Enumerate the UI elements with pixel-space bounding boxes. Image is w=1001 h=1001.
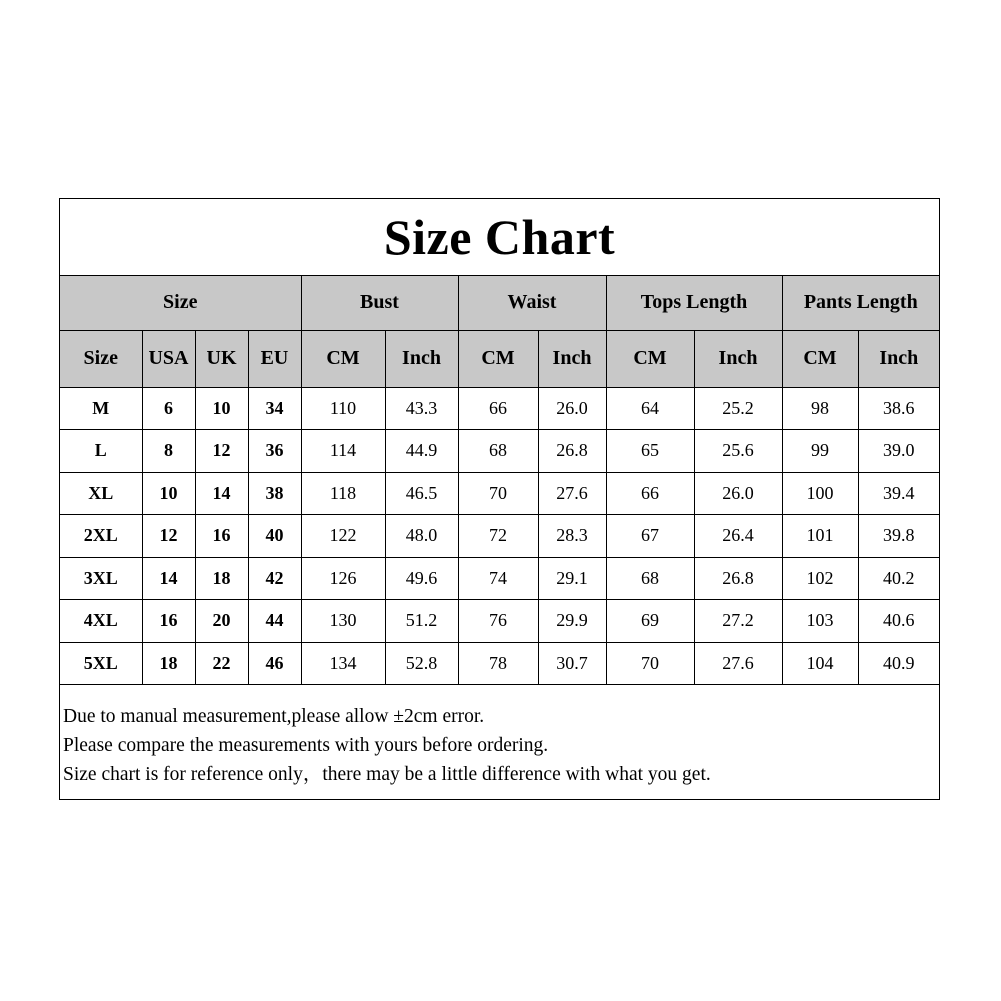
size-cell: 14	[195, 472, 248, 515]
measurement-cell: 100	[782, 472, 858, 515]
sub-header-cell: USA	[142, 330, 195, 387]
size-cell: 36	[248, 430, 301, 473]
measurement-cell: 67	[606, 515, 694, 558]
measurement-cell: 76	[458, 600, 538, 643]
size-cell: 14	[142, 557, 195, 600]
measurement-cell: 39.0	[858, 430, 939, 473]
measurement-cell: 104	[782, 642, 858, 685]
sub-header-cell: CM	[606, 330, 694, 387]
size-cell: 16	[142, 600, 195, 643]
measurement-cell: 40.6	[858, 600, 939, 643]
size-cell: 20	[195, 600, 248, 643]
size-cell: 44	[248, 600, 301, 643]
measurement-cell: 26.8	[538, 430, 606, 473]
size-cell: L	[60, 430, 142, 473]
measurement-cell: 27.6	[694, 642, 782, 685]
measurement-cell: 29.1	[538, 557, 606, 600]
notes-section	[60, 686, 939, 789]
measurement-cell: 48.0	[385, 515, 458, 558]
measurement-cell: 66	[458, 387, 538, 430]
group-header-cell: Size	[60, 276, 301, 330]
measurement-cell: 44.9	[385, 430, 458, 473]
measurement-cell: 40.2	[858, 557, 939, 600]
group-header-cell: Pants Length	[782, 276, 939, 330]
measurement-cell: 39.4	[858, 472, 939, 515]
size-cell: 18	[195, 557, 248, 600]
measurement-cell: 102	[782, 557, 858, 600]
sub-header-cell: CM	[782, 330, 858, 387]
sub-header-cell: Size	[60, 330, 142, 387]
table-row	[60, 430, 939, 473]
size-cell: 6	[142, 387, 195, 430]
size-cell: 10	[142, 472, 195, 515]
measurement-cell: 122	[301, 515, 385, 558]
table-row	[60, 387, 939, 430]
measurement-cell: 27.6	[538, 472, 606, 515]
measurement-cell: 30.7	[538, 642, 606, 685]
size-cell: 16	[195, 515, 248, 558]
measurement-cell: 26.0	[538, 387, 606, 430]
group-header-cell: Waist	[458, 276, 606, 330]
measurement-cell: 118	[301, 472, 385, 515]
measurement-cell: 110	[301, 387, 385, 430]
table-row	[60, 600, 939, 643]
measurement-cell: 126	[301, 557, 385, 600]
size-cell: 2XL	[60, 515, 142, 558]
measurement-cell: 38.6	[858, 387, 939, 430]
measurement-cell: 74	[458, 557, 538, 600]
measurement-cell: 49.6	[385, 557, 458, 600]
size-cell: 46	[248, 642, 301, 685]
measurement-cell: 66	[606, 472, 694, 515]
sub-header-row	[60, 330, 939, 387]
measurement-cell: 28.3	[538, 515, 606, 558]
chart-title: Size Chart	[60, 199, 939, 276]
size-cell: M	[60, 387, 142, 430]
measurement-cell: 26.4	[694, 515, 782, 558]
table-row	[60, 557, 939, 600]
measurement-cell: 72	[458, 515, 538, 558]
measurement-cell: 51.2	[385, 600, 458, 643]
size-cell: 8	[142, 430, 195, 473]
size-cell: 12	[142, 515, 195, 558]
group-header-cell: Tops Length	[606, 276, 782, 330]
measurement-cell: 26.0	[694, 472, 782, 515]
measurement-cell: 101	[782, 515, 858, 558]
measurement-cell: 114	[301, 430, 385, 473]
measurement-cell: 43.3	[385, 387, 458, 430]
measurement-cell: 68	[606, 557, 694, 600]
measurement-cell: 40.9	[858, 642, 939, 685]
sub-header-cell: EU	[248, 330, 301, 387]
size-cell: 38	[248, 472, 301, 515]
measurement-cell: 130	[301, 600, 385, 643]
note-line: Due to manual measurement,please allow ±2cm error.	[63, 706, 485, 727]
sub-header-cell: CM	[301, 330, 385, 387]
measurement-cell: 68	[458, 430, 538, 473]
size-cell: 18	[142, 642, 195, 685]
measurement-cell: 98	[782, 387, 858, 430]
table-body	[60, 387, 939, 685]
size-cell: 22	[195, 642, 248, 685]
measurement-cell: 64	[606, 387, 694, 430]
sub-header-cell: UK	[195, 330, 248, 387]
measurement-cell: 65	[606, 430, 694, 473]
size-cell: 34	[248, 387, 301, 430]
table-row	[60, 472, 939, 515]
sub-header-cell: Inch	[538, 330, 606, 387]
measurement-cell: 70	[606, 642, 694, 685]
size-cell: 42	[248, 557, 301, 600]
measurement-cell: 52.8	[385, 642, 458, 685]
measurement-cell: 78	[458, 642, 538, 685]
sub-header-cell: CM	[458, 330, 538, 387]
size-cell: 10	[195, 387, 248, 430]
sub-header-cell: Inch	[385, 330, 458, 387]
measurement-cell: 69	[606, 600, 694, 643]
size-cell: 3XL	[60, 557, 142, 600]
measurement-cell: 25.2	[694, 387, 782, 430]
size-cell: 40	[248, 515, 301, 558]
measurement-cell: 99	[782, 430, 858, 473]
size-cell: 4XL	[60, 600, 142, 643]
measurement-cell: 26.8	[694, 557, 782, 600]
size-cell: 12	[195, 430, 248, 473]
measurement-cell: 46.5	[385, 472, 458, 515]
note-line: Please compare the measurements with yours before ordering.	[63, 735, 549, 756]
measurement-cell: 134	[301, 642, 385, 685]
measurement-cell: 27.2	[694, 600, 782, 643]
size-chart	[59, 198, 940, 800]
size-cell: 5XL	[60, 642, 142, 685]
size-table	[60, 276, 939, 685]
measurement-cell: 39.8	[858, 515, 939, 558]
group-header-row	[60, 276, 939, 330]
table-row	[60, 515, 939, 558]
measurement-cell: 103	[782, 600, 858, 643]
sub-header-cell: Inch	[694, 330, 782, 387]
table-row	[60, 642, 939, 685]
measurement-cell: 25.6	[694, 430, 782, 473]
measurement-cell: 29.9	[538, 600, 606, 643]
note-line: Size chart is for reference only，there may be a little difference with what you get.	[63, 764, 711, 785]
sub-header-cell: Inch	[858, 330, 939, 387]
measurement-cell: 70	[458, 472, 538, 515]
group-header-cell: Bust	[301, 276, 458, 330]
size-cell: XL	[60, 472, 142, 515]
